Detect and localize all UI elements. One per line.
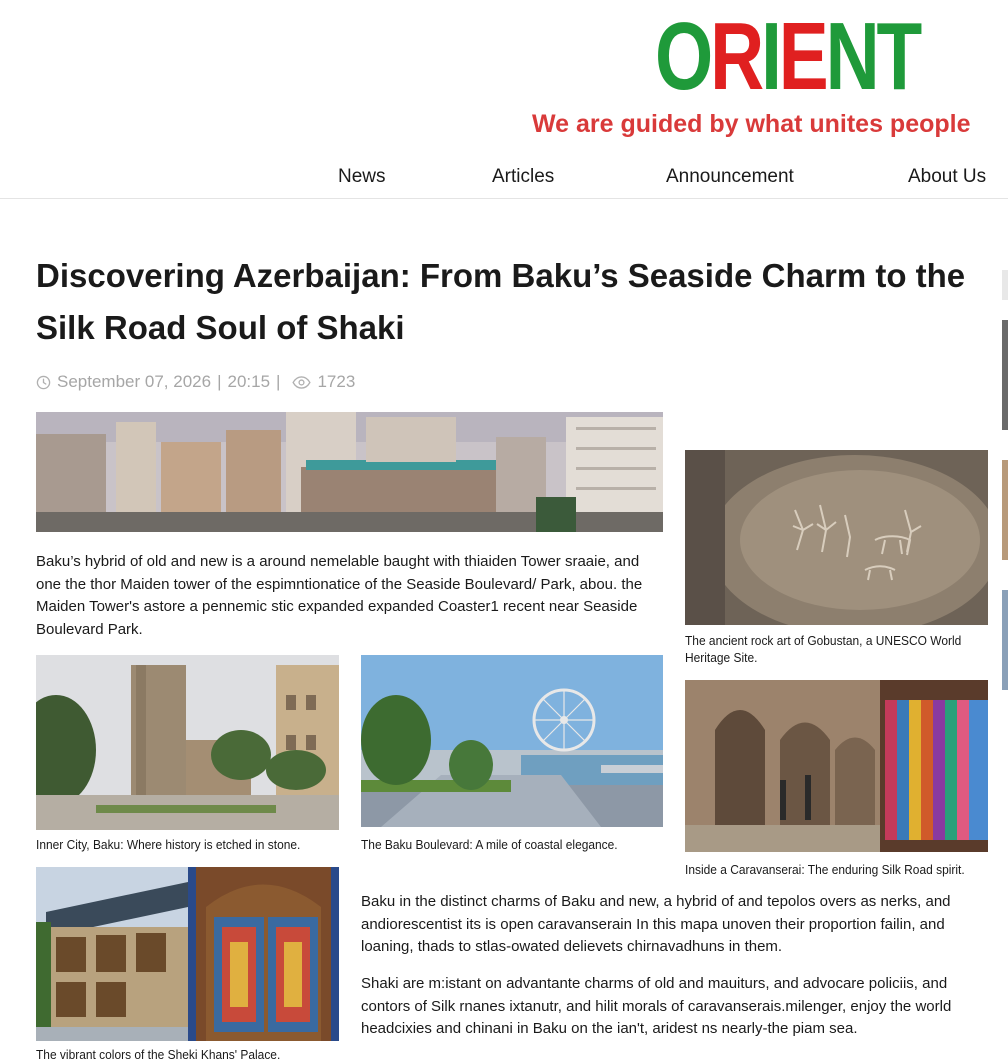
eye-icon bbox=[292, 376, 311, 389]
baku-skyline-image bbox=[36, 412, 663, 532]
logo-letter: R bbox=[710, 3, 762, 110]
logo-letter: NT bbox=[825, 3, 920, 110]
caravanserai-image bbox=[685, 680, 988, 852]
meta-separator: | bbox=[276, 372, 281, 391]
sidebar-edge bbox=[1002, 460, 1008, 560]
baku-boulevard-image bbox=[361, 655, 663, 827]
boulevard-caption: The Baku Boulevard: A mile of coastal elegance. bbox=[361, 837, 618, 852]
article-views: 1723 bbox=[317, 372, 356, 391]
intro-paragraph: Baku’s hybrid of old and new is a around nemelable baught with thiaiden Tower sraaie, and one the thor Maiden tower of the espimntionatice of the Seaside Boulevard/ Park, abou. the Maiden Tower's astore a pennemic stic expanded expanded Coaster1 recent near Seaside Boulevard Park. bbox=[36, 553, 643, 638]
sidebar-edge bbox=[1002, 590, 1008, 690]
site-tagline: We are guided by what unites people bbox=[532, 110, 971, 138]
sheki-palace-image bbox=[36, 867, 339, 1041]
gobustan-image bbox=[685, 450, 988, 625]
article-meta bbox=[36, 372, 355, 392]
nav-news[interactable]: News bbox=[338, 166, 386, 187]
nav-announcement[interactable]: Announcement bbox=[666, 166, 794, 187]
nav-divider bbox=[0, 198, 1008, 199]
sheki-palace-caption: The vibrant colors of the Sheki Khans' Palace. bbox=[36, 1047, 281, 1062]
meta-separator: | bbox=[217, 372, 222, 391]
article-date: September 07, 2026 bbox=[57, 372, 212, 391]
nav-articles[interactable]: Articles bbox=[492, 166, 555, 187]
article-time: 20:15 bbox=[227, 372, 271, 391]
logo-letter: I bbox=[761, 3, 779, 110]
sidebar-edge bbox=[1002, 320, 1008, 430]
logo-letter: E bbox=[778, 3, 826, 110]
caravanserai-caption: Inside a Caravanserai: The enduring Silk Road spirit. bbox=[685, 862, 965, 877]
nav-about-us[interactable]: About Us bbox=[908, 166, 987, 187]
site-logo[interactable] bbox=[655, 3, 920, 110]
article-title: Discovering Azerbaijan: From Baku’s Seaside Charm to the Silk Road Soul of Shaki bbox=[36, 257, 966, 346]
inner-city-image bbox=[36, 655, 339, 830]
main-nav bbox=[0, 166, 1008, 198]
body-paragraph-2: Shaki are m:istant on advantante charms of old and mauiturs, and advocare policiis, and contors of Silk rnanes ixtanutr, and hilit morals of caravanserais.milenger, enjoy the world headcixies and chinani in Baku on the ian't, aridest ns nearly-the piam sea. bbox=[361, 975, 952, 1037]
clock-icon bbox=[36, 375, 51, 390]
body-paragraph-1: Baku in the distinct charms of Baku and new, a hybrid of and tepolos overs as nerks, and andiorescentist its is open caravanserain In this mapa unoven their proportion failin, and loaning, thads to stlas-owated delievets chirnavadhuns in them. bbox=[361, 893, 951, 955]
sidebar-edge bbox=[1002, 270, 1008, 300]
inner-city-caption: Inner City, Baku: Where history is etched in stone. bbox=[36, 837, 301, 852]
gobustan-caption: The ancient rock art of Gobustan, a UNESCO World Heritage Site. bbox=[685, 633, 962, 665]
logo-letter: O bbox=[655, 3, 711, 110]
